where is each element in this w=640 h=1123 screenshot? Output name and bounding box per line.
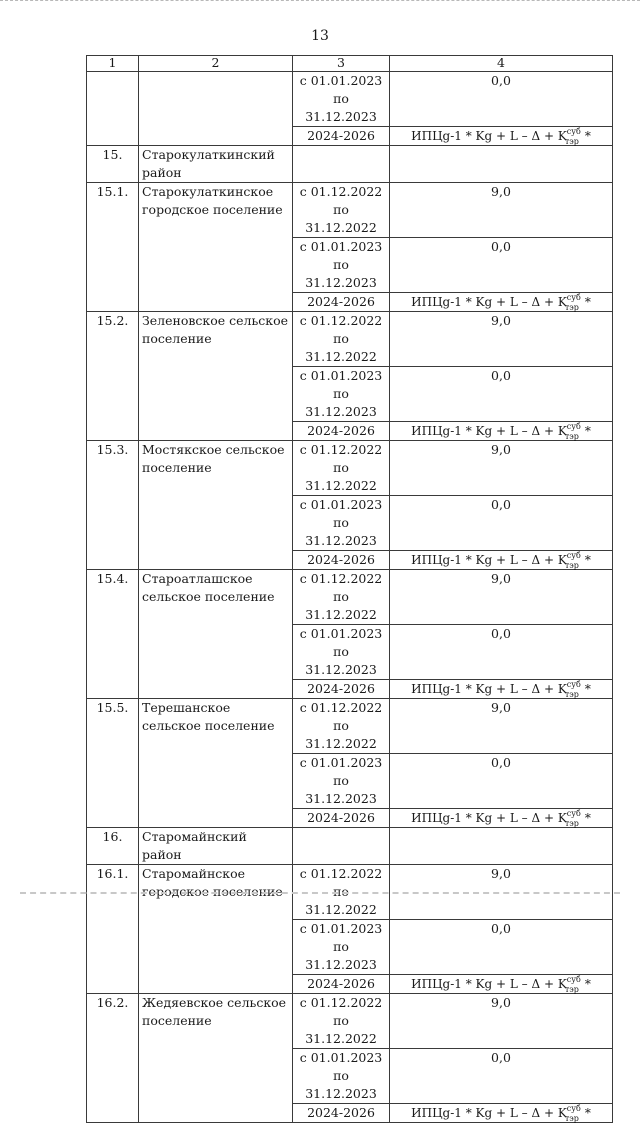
subsection-number: 16.2. [87, 994, 139, 1123]
formula-superscript: суб [566, 293, 581, 302]
value-cell: 9,0 [390, 865, 613, 920]
subsection-name: Старомайнское городское поселение [139, 865, 293, 994]
section-name: Старомайнский район [139, 828, 293, 865]
section-name: Старокулаткинский район [139, 146, 293, 183]
table-row [87, 72, 613, 127]
formula-asterisk: * [584, 1106, 591, 1120]
period-cell: с 01.12.2022 по 31.12.2022 [293, 441, 390, 496]
value-cell: 9,0 [390, 699, 613, 754]
formula-cell [390, 809, 613, 828]
formula-subscript: тэр [564, 303, 579, 312]
subsection-number: 15.3. [87, 441, 139, 570]
page-number: 13 [311, 28, 329, 44]
formula-base: ИПЦg-1 * Kg + L – Δ + K [411, 811, 567, 825]
period-cell: 2024-2026 [293, 680, 390, 699]
period-cell: с 01.12.2022 по 31.12.2022 [293, 699, 390, 754]
subsection-number: 15.5. [87, 699, 139, 828]
period-cell: с 01.01.2023 по 31.12.2023 [293, 496, 390, 551]
subsection-name: Жедяевское сельское поселение [139, 994, 293, 1123]
column-header: 1 [87, 56, 139, 72]
period-cell: 2024-2026 [293, 809, 390, 828]
period-cell: 2024-2026 [293, 551, 390, 570]
formula-superscript: суб [566, 422, 581, 431]
period-cell: с 01.12.2022 по 31.12.2022 [293, 570, 390, 625]
formula-asterisk: * [584, 553, 591, 567]
period-cell: с 01.01.2023 по 31.12.2023 [293, 625, 390, 680]
formula-cell [390, 1104, 613, 1123]
table-row [87, 441, 613, 496]
formula-cell [390, 127, 613, 146]
formula-base: ИПЦg-1 * Kg + L – Δ + K [411, 424, 567, 438]
subsection-name: Терешанское сельское поселение [139, 699, 293, 828]
subsection-number: 15.4. [87, 570, 139, 699]
formula-base: ИПЦg-1 * Kg + L – Δ + K [411, 682, 567, 696]
page-bottom-edge [20, 892, 620, 894]
table-body [87, 56, 613, 1123]
subsection-name: Староатлашское сельское поселение [139, 570, 293, 699]
value-cell: 0,0 [390, 920, 613, 975]
column-header: 4 [390, 56, 613, 72]
period-cell: с 01.12.2022 по 31.12.2022 [293, 183, 390, 238]
formula-base: ИПЦg-1 * Kg + L – Δ + K [411, 129, 567, 143]
formula-asterisk: * [584, 424, 591, 438]
table-row [87, 312, 613, 367]
table-row [87, 183, 613, 238]
formula-subscript: тэр [564, 690, 579, 699]
subsection-name: Зеленовское сельское поселение [139, 312, 293, 441]
row-name-cell [139, 72, 293, 146]
period-cell: с 01.01.2023 по 31.12.2023 [293, 1049, 390, 1104]
row-number-cell [87, 72, 139, 146]
value-cell: 9,0 [390, 441, 613, 496]
formula-asterisk: * [584, 295, 591, 309]
section-row [87, 146, 613, 183]
period-cell: с 01.01.2023 по 31.12.2023 [293, 72, 390, 127]
period-cell: 2024-2026 [293, 127, 390, 146]
formula-asterisk: * [584, 811, 591, 825]
column-header-row [87, 56, 613, 72]
formula-asterisk: * [584, 129, 591, 143]
formula-base: ИПЦg-1 * Kg + L – Δ + K [411, 295, 567, 309]
formula-cell [390, 975, 613, 994]
subsection-number: 15.1. [87, 183, 139, 312]
formula-subscript: тэр [564, 137, 579, 146]
period-cell: 2024-2026 [293, 293, 390, 312]
formula-superscript: суб [566, 127, 581, 136]
formula-subscript: тэр [564, 985, 579, 994]
formula-asterisk: * [584, 977, 591, 991]
formula-superscript: суб [566, 975, 581, 984]
section-number: 15. [87, 146, 139, 183]
period-cell: с 01.12.2022 по 31.12.2022 [293, 312, 390, 367]
formula-subscript: тэр [564, 1114, 579, 1123]
tariff-table [86, 55, 613, 1123]
subsection-name: Старокулаткинское городское поселение [139, 183, 293, 312]
column-header: 2 [139, 56, 293, 72]
value-cell: 0,0 [390, 367, 613, 422]
value-cell: 0,0 [390, 625, 613, 680]
formula-base: ИПЦg-1 * Kg + L – Δ + K [411, 1106, 567, 1120]
value-cell: 9,0 [390, 183, 613, 238]
value-cell [390, 146, 613, 183]
formula-base: ИПЦg-1 * Kg + L – Δ + K [411, 553, 567, 567]
column-header: 3 [293, 56, 390, 72]
table-row [87, 570, 613, 625]
formula-superscript: суб [566, 551, 581, 560]
value-cell: 9,0 [390, 312, 613, 367]
value-cell: 9,0 [390, 994, 613, 1049]
period-cell: с 01.12.2022 по 31.12.2022 [293, 994, 390, 1049]
value-cell: 0,0 [390, 1049, 613, 1104]
formula-superscript: суб [566, 1104, 581, 1113]
formula-cell [390, 680, 613, 699]
period-cell: 2024-2026 [293, 422, 390, 441]
subsection-name: Мостякское сельское поселение [139, 441, 293, 570]
page-top-edge [0, 0, 640, 5]
section-row [87, 828, 613, 865]
period-cell: 2024-2026 [293, 1104, 390, 1123]
subsection-number: 16.1. [87, 865, 139, 994]
section-number: 16. [87, 828, 139, 865]
value-cell: 0,0 [390, 754, 613, 809]
formula-cell [390, 422, 613, 441]
value-cell: 0,0 [390, 72, 613, 127]
value-cell: 0,0 [390, 496, 613, 551]
formula-superscript: суб [566, 680, 581, 689]
formula-asterisk: * [584, 682, 591, 696]
table-row [87, 994, 613, 1049]
period-cell: с 01.01.2023 по 31.12.2023 [293, 367, 390, 422]
period-cell: с 01.01.2023 по 31.12.2023 [293, 920, 390, 975]
period-cell: 2024-2026 [293, 975, 390, 994]
formula-cell [390, 293, 613, 312]
period-cell: с 01.01.2023 по 31.12.2023 [293, 238, 390, 293]
formula-subscript: тэр [564, 561, 579, 570]
period-cell [293, 828, 390, 865]
value-cell [390, 828, 613, 865]
value-cell: 0,0 [390, 238, 613, 293]
formula-cell [390, 551, 613, 570]
subsection-number: 15.2. [87, 312, 139, 441]
period-cell: с 01.01.2023 по 31.12.2023 [293, 754, 390, 809]
formula-superscript: суб [566, 809, 581, 818]
period-cell [293, 146, 390, 183]
value-cell: 9,0 [390, 570, 613, 625]
formula-subscript: тэр [564, 819, 579, 828]
formula-base: ИПЦg-1 * Kg + L – Δ + K [411, 977, 567, 991]
table-row [87, 699, 613, 754]
period-cell: с 01.12.2022 по 31.12.2022 [293, 865, 390, 920]
formula-subscript: тэр [564, 432, 579, 441]
